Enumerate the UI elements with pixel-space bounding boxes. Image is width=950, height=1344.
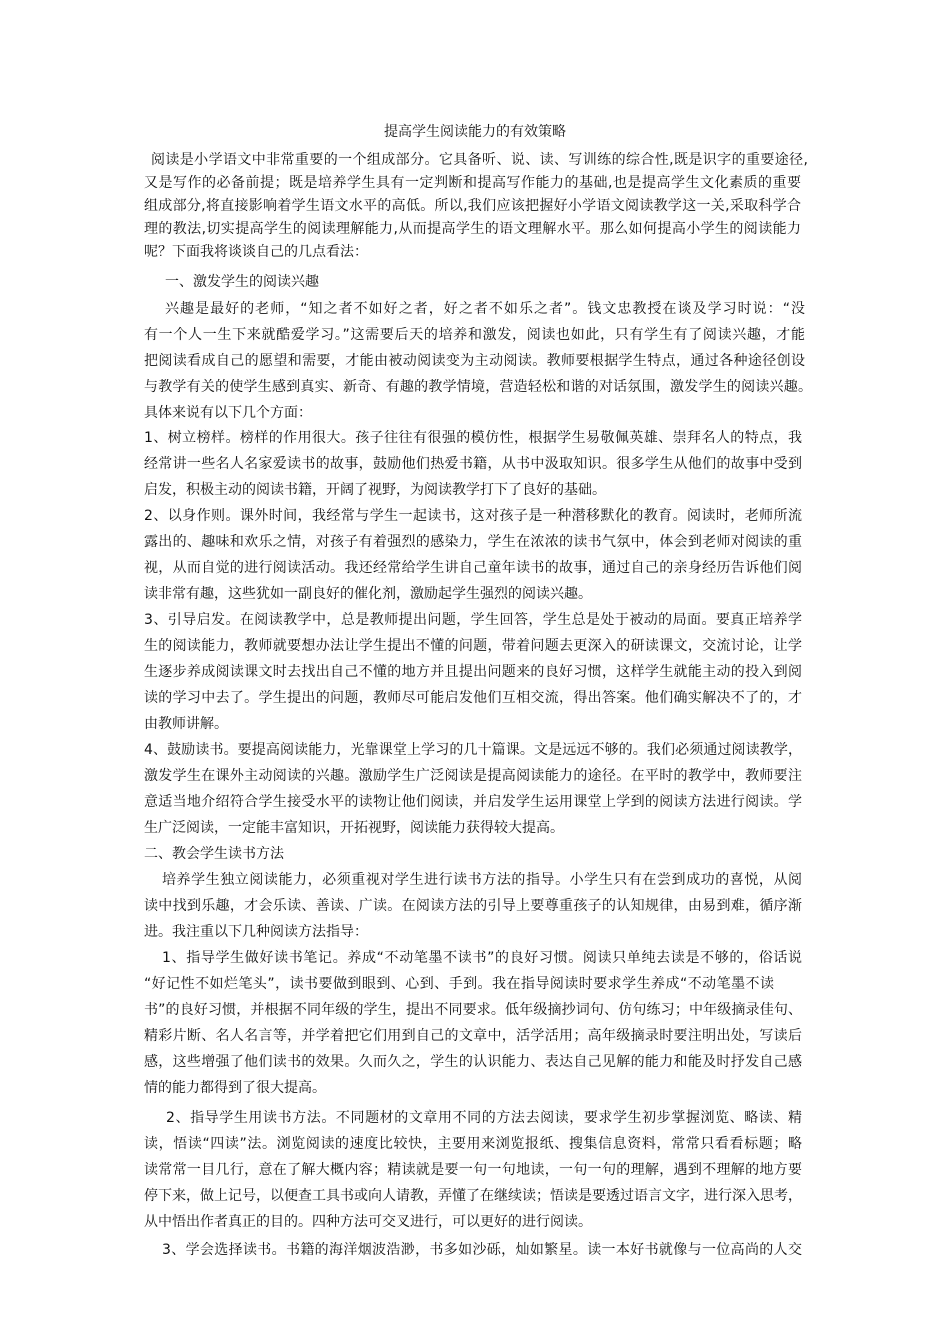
section-heading: 二、教会学生读书方法	[144, 846, 284, 862]
text-line: 2、指导学生用读书方法。不同题材的文章用不同的方法去阅读，要求学生初步掌握浏览、略读、精	[166, 1110, 802, 1126]
text-line: 又是写作的必备前提；既是培养学生具有一定判断和提高写作能力的基础,也是提高学生文化素质的重要	[144, 175, 801, 191]
text-line: 情的能力都得到了很大提高。	[144, 1080, 326, 1096]
document-title: 提高学生阅读能力的有效策略	[384, 124, 566, 140]
text-line: 组成部分,将直接影响着学生语文水平的高低。所以,我们应该把握好小学语文阅读教学这一关,采取科学合	[144, 198, 801, 214]
text-line: 与教学有关的使学生感到真实、新奇、有趣的教学情境，营造轻松和谐的对话氛围，激发学生的阅读兴趣。	[144, 379, 812, 395]
section-heading: 一、激发学生的阅读兴趣	[165, 274, 319, 290]
text-line: 读中找到乐趣，才会乐读、善读、广读。在阅读方法的引导上要尊重孩子的认知规律，由易到难，循序渐	[144, 898, 802, 914]
text-line: 读的学习中去了。学生提出的问题，教师尽可能启发他们互相交流，得出答案。他们确实解决不了的，才	[144, 690, 802, 706]
text-line: 读常常一目几行，意在了解大概内容；精读就是要一句一句地读，一句一句的理解，遇到不理解的地方要	[144, 1162, 802, 1178]
text-line: 经常讲一些名人名家爱读书的故事，鼓励他们热爱书籍，从书中汲取知识。很多学生从他们的故事中受到	[144, 456, 802, 472]
text-line: 由教师讲解。	[144, 716, 228, 732]
text-line: 生广泛阅读，一定能丰富知识，开拓视野，阅读能力获得较大提高。	[144, 820, 564, 836]
text-line: 理的教法,切实提高学生的阅读理解能力,从而提高学生的语文理解水平。那么如何提高小学生的阅读能力	[144, 221, 801, 237]
text-line: 把阅读看成自己的愿望和需要，才能由被动阅读变为主动阅读。教师要根据学生特点，通过各种途径创设	[144, 353, 805, 369]
text-line: 露出的、趣味和欢乐之情，对孩子有着强烈的感染力，学生在浓浓的读书气氛中，体会到老师对阅读的重	[144, 534, 802, 550]
text-line: 停下来，做上记号，以便查工具书或向人请教，弄懂了在继续读；悟读是要透过语言文字，进行深入思考，	[144, 1188, 802, 1204]
text-line: 培养学生独立阅读能力，必须重视对学生进行读书方法的指导。小学生只有在尝到成功的喜悦，从阅	[162, 872, 802, 888]
text-line: 启发，积极主动的阅读书籍，开阔了视野，为阅读教学打下了良好的基础。	[144, 482, 606, 498]
text-line: 兴趣是最好的老师，“知之者不如好之者，好之者不如乐之者”。钱文忠教授在谈及学习时说：“没	[165, 301, 805, 317]
text-line: 阅读是小学语文中非常重要的一个组成部分。它具备听、说、读、写训练的综合性,既是识字的重要途径,	[151, 152, 808, 168]
text-line: 书”的良好习惯，并根据不同年级的学生，提出不同要求。低年级摘抄词句、仿句练习；中年级摘录佳句、	[144, 1002, 802, 1018]
text-line: 从中悟出作者真正的目的。四种方法可交叉进行，可以更好的进行阅读。	[144, 1214, 592, 1230]
text-line: 生的阅读能力，教师就要想办法让学生提出不懂的问题，带着问题去更深入的研读课文，交流讨论，让学	[144, 638, 802, 654]
text-line: 呢？下面我将谈谈自己的几点看法：	[144, 244, 368, 260]
text-line: 1、树立榜样。榜样的作用很大。孩子往往有很强的模仿性，根据学生易敬佩英雄、崇拜名人的特点，我	[144, 430, 802, 446]
text-line: 1、指导学生做好读书笔记。养成“不动笔墨不读书”的良好习惯。阅读只单纯去读是不够的，俗话说	[162, 950, 802, 966]
text-line: 意适当地介绍符合学生接受水平的读物让他们阅读，并启发学生运用课堂上学到的阅读方法进行阅读。学	[144, 794, 802, 810]
text-line: 3、引导启发。在阅读教学中，总是教师提出问题，学生回答，学生总是处于被动的局面。要真正培养学	[144, 612, 802, 628]
text-line: 读，悟读“四读”法。浏览阅读的速度比较快，主要用来浏览报纸、搜集信息资料，常常只看看标题；略	[144, 1136, 802, 1152]
text-line: 生逐步养成阅读课文时去找出自己不懂的地方并且提出问题来的良好习惯，这样学生就能主动的投入到阅	[144, 664, 802, 680]
text-line: 2、以身作则。课外时间，我经常与学生一起读书，这对孩子是一种潜移默化的教育。阅读时，老师所流	[144, 508, 802, 524]
text-line: 精彩片断、名人名言等，并学着把它们用到自己的文章中，活学活用；高年级摘录时要注明出处，写读后	[144, 1028, 802, 1044]
text-line: 具体来说有以下几个方面：	[144, 405, 312, 421]
text-line: 感，这些增强了他们读书的效果。久而久之，学生的认识能力、表达自己见解的能力和能及时抒发自己感	[144, 1054, 802, 1070]
text-line: 读非常有趣，这些犹如一副良好的催化剂，激励起学生强烈的阅读兴趣。	[144, 586, 592, 602]
text-line: 4、鼓励读书。要提高阅读能力，光靠课堂上学习的几十篇课。文是远远不够的。我们必须通过阅读教学，	[144, 742, 802, 758]
text-line: “好记性不如烂笔头”，读书要做到眼到、心到、手到。我在指导阅读时要求学生养成“不动笔墨不读	[144, 976, 774, 992]
text-line: 进。我注重以下几种阅读方法指导：	[144, 924, 368, 940]
text-line: 激发学生在课外主动阅读的兴趣。激励学生广泛阅读是提高阅读能力的途径。在平时的教学中，教师要注	[144, 768, 802, 784]
text-line: 视，从而自觉的进行阅读活动。我还经常给学生讲自己童年读书的故事，通过自己的亲身经历告诉他们阅	[144, 560, 802, 576]
text-line: 3、学会选择读书。书籍的海洋烟波浩渺，书多如沙砾，灿如繁星。读一本好书就像与一位高尚的人交	[162, 1242, 802, 1258]
text-line: 有一个人一生下来就酷爱学习。”这需要后天的培养和激发，阅读也如此，只有学生有了阅读兴趣，才能	[144, 327, 805, 343]
